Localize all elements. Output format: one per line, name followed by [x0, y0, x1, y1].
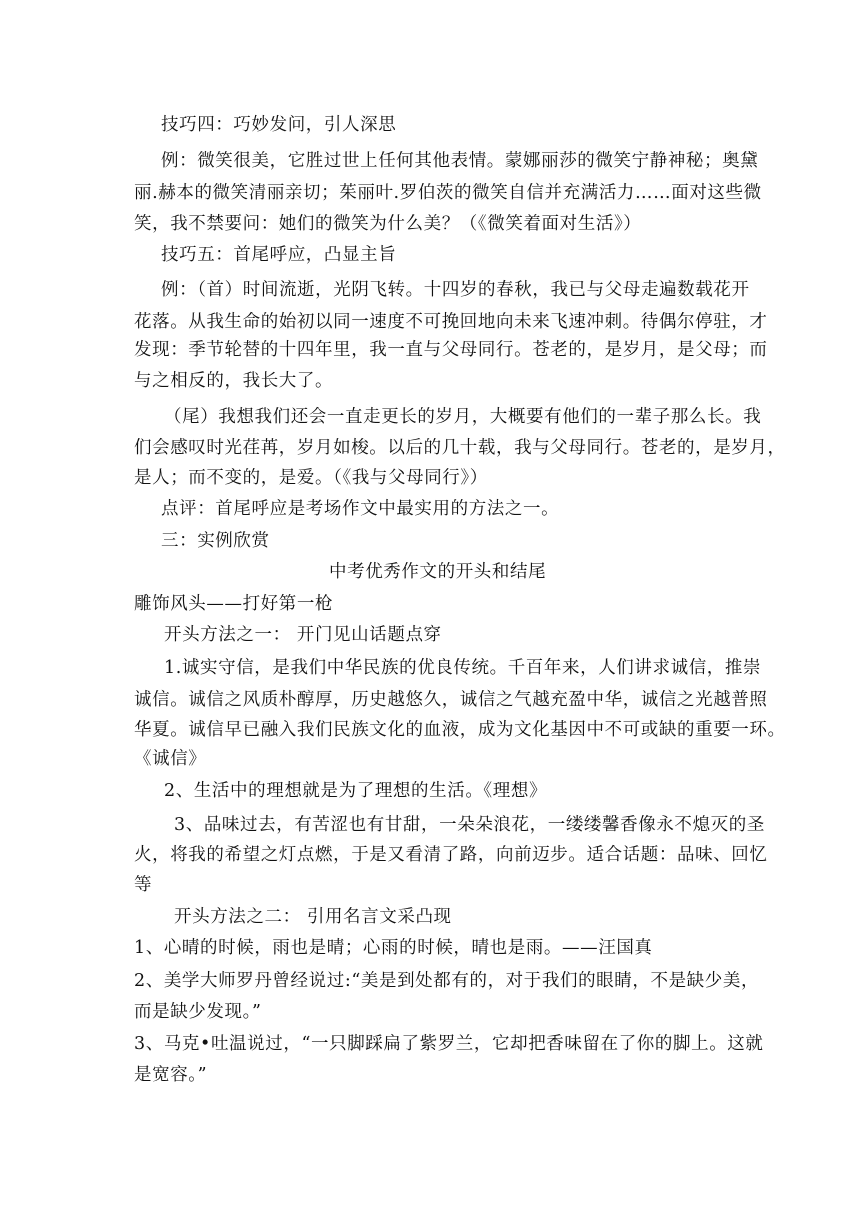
- quote-line: 2、美学大师罗丹曾经说过:“美是到处都有的，对于我们的眼睛，不是缺少美，: [134, 971, 760, 991]
- paragraph-line: 们会感叹时光荏苒，岁月如梭。以后的几十载，我与父母同行。苍老的，是岁月，: [134, 438, 786, 458]
- paragraph-line: 火，将我的希望之灯点燃，于是又看清了路，向前迈步。适合话题：品味、回忆: [134, 845, 768, 865]
- heading-technique-5: 技巧五：首尾呼应，凸显主旨: [161, 245, 397, 265]
- paragraph-line: 《诚信》: [134, 749, 207, 769]
- heading-technique-4: 技巧四：巧妙发问，引人深思: [161, 115, 397, 135]
- subsection-title: 雕饰风头——打好第一枪: [134, 594, 334, 614]
- paragraph-line: 花落。从我生命的始初以同一速度不可挽回地向未来飞速冲刺。待偶尔停驻，才: [134, 312, 768, 332]
- paragraph-line: 1.诚实守信，是我们中华民族的优良传统。千百年来，人们讲求诚信，推崇: [164, 658, 762, 678]
- method-heading-1: 开头方法之一： 开门见山话题点穿: [164, 625, 442, 645]
- quote-line: 3、马克•吐温说过，“一只脚踩扁了紫罗兰，它却把香味留在了你的脚上。这就: [134, 1034, 764, 1054]
- paragraph-line: 发现：季节轮替的十四年里，我一直与父母同行。苍老的，是岁月，是父母；而: [134, 340, 768, 360]
- paragraph-line: 例：（首）时间流逝，光阴飞转。十四岁的春秋，我已与父母走遍数载花开: [161, 280, 750, 300]
- paragraph-line: 2、生活中的理想就是为了理想的生活。《理想》: [164, 781, 548, 801]
- quote-line: 1、心晴的时候，雨也是晴；心雨的时候，晴也是雨。——汪国真: [134, 938, 653, 958]
- quote-line: 是宽容。”: [134, 1065, 208, 1085]
- method-heading-2: 开头方法之二： 引用名言文采凸现: [174, 907, 452, 927]
- paragraph-line: 华夏。诚信早已融入我们民族文化的血液，成为文化基因中不可或缺的重要一环。: [134, 720, 786, 740]
- quote-line: 而是缺少发现。”: [134, 1002, 262, 1022]
- paragraph-line: 3、品味过去，有苦涩也有甘甜，一朵朵浪花，一缕缕馨香像永不熄灭的圣: [174, 815, 765, 835]
- comment-line: 点评：首尾呼应是考场作文中最实用的方法之一。: [161, 499, 560, 519]
- paragraph-line: （尾）我想我们还会一直走更长的岁月，大概要有他们的一辈子那么长。我: [164, 407, 762, 427]
- paragraph-line: 笑，我不禁要问：她们的微笑为什么美？（《微笑着面对生活》）: [134, 214, 642, 234]
- paragraph-line: 等: [134, 875, 153, 895]
- paragraph-line: 是人；而不变的，是爱。（《我与父母同行》）: [134, 468, 488, 488]
- section-title: 中考优秀作文的开头和结尾: [329, 562, 547, 582]
- paragraph-line: 诚信。诚信之风质朴醇厚，历史越悠久，诚信之气越充盈中华，诚信之光越普照: [134, 690, 768, 710]
- paragraph-line: 与之相反的，我长大了。: [134, 371, 334, 391]
- section-heading: 三：实例欣赏: [161, 531, 270, 551]
- paragraph-line: 丽.赫本的微笑清丽亲切；茱丽叶.罗伯茨的微笑自信并充满活力……面对这些微: [134, 183, 762, 203]
- paragraph-line: 例：微笑很美，它胜过世上任何其他表情。蒙娜丽莎的微笑宁静神秘；奥黛: [161, 151, 759, 171]
